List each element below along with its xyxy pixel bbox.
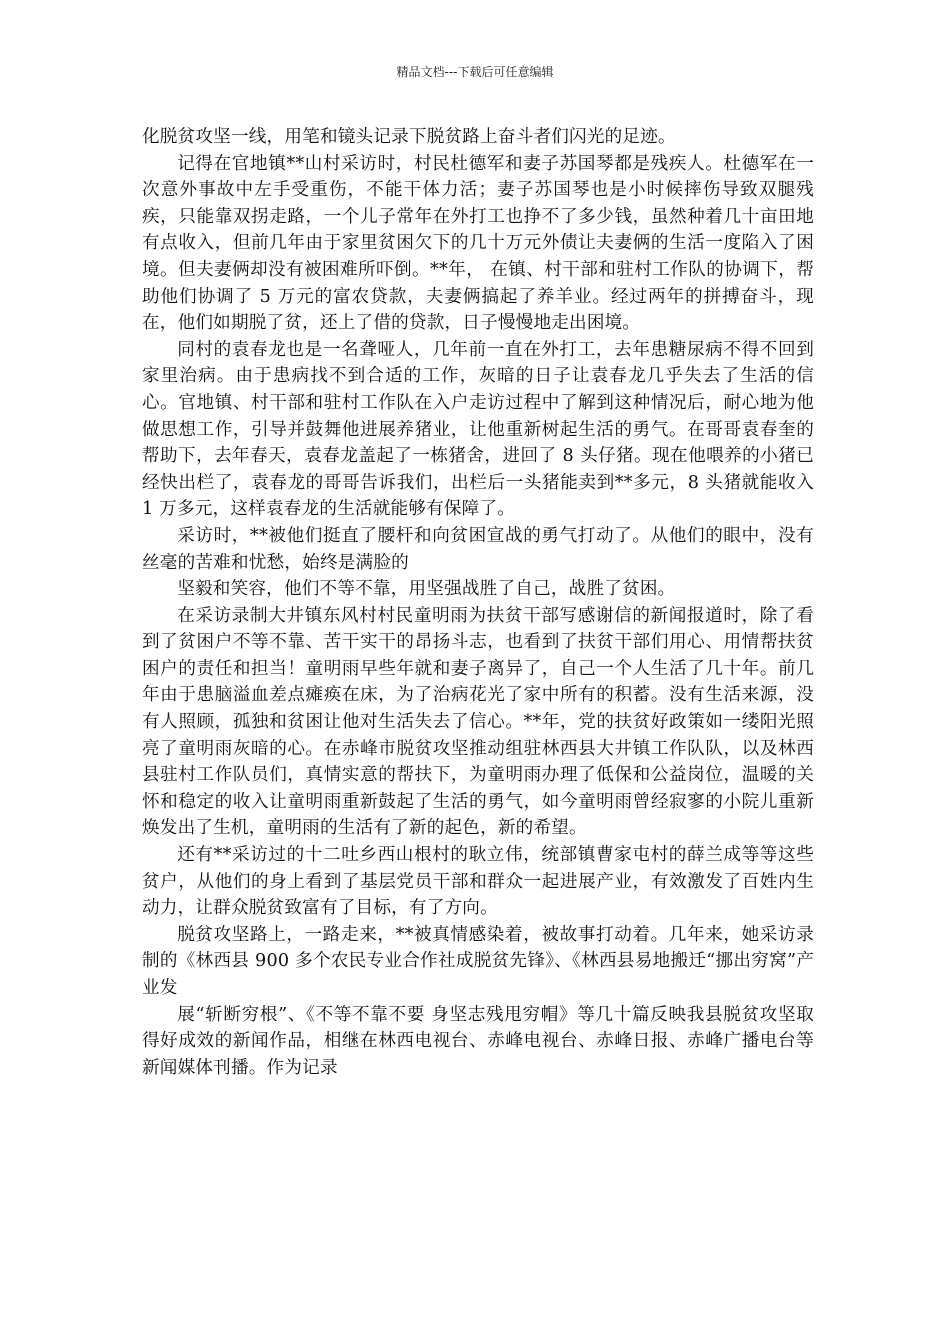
paragraph: 还有**采访过的十二吐乡西山根村的耿立伟，统部镇曹家屯村的薛兰成等等这些贫户，从他们的身上看到了基层党员干部和群众一起进展产业，有效激发了百姓内生动力，让群众脱贫致富有了目标，有了方向。	[142, 845, 814, 919]
paragraph: 记得在官地镇**山村采访时，村民杜德军和妻子苏国琴都是残疾人。杜德军在一次意外事故中左手受重伤，不能干体力活；妻子苏国琴也是小时候摔伤导致双腿残疾，只能靠双拐走路，一个儿子常年在外打工也挣不了多少钱，虽然种着几十亩田地有点收入，但前几年由于家里贫困欠下的几十万元外债让夫妻俩的生活一度陷入了困境。但夫妻俩却没有被困难所吓倒。**年， 在镇、村干部和驻村工作队的协调下，帮助他们协调了 5 万元的富农贷款，夫妻俩搞起了养羊业。经过两年的拼搏奋斗，现在，他们如期脱了贫，还上了借的贷款，日子慢慢地走出困境。	[142, 153, 814, 334]
paragraph: 化脱贫攻坚一线，用笔和镜头记录下脱贫路上奋斗者们闪光的足迹。	[142, 127, 676, 147]
paragraph: 在采访录制大井镇东风村村民童明雨为扶贫干部写感谢信的新闻报道时，除了看到了贫困户不等不靠、苦干实干的昂扬斗志，也看到了扶贫干部们用心、用情帮扶贫困户的责任和担当！童明雨早些年就和妻子离异了，自己一个人生活了几十年。前几年由于患脑溢血差点瘫痪在床，为了治病花光了家中所有的积蓄。没有生活来源，没有人照顾，孤独和贫困让他对生活失去了信心。**年，党的扶贫好政策如一缕阳光照亮了童明雨灰暗的心。在赤峰市脱贫攻坚推动组驻林西县大井镇工作队队，以及林西县驻村工作队员们，真情实意的帮扶下，为童明雨办理了低保和公益岗位，温暖的关怀和稳定的收入让童明雨重新鼓起了生活的勇气，如今童明雨曾经寂寥的小院儿重新焕发出了生机，童明雨的生活有了新的起色，新的希望。	[142, 605, 814, 839]
paragraph: 展“斩断穷根”、《不等不靠不要 身坚志残甩穷帽》等几十篇反映我县脱贫攻坚取得好成效的新闻作品，相继在林西电视台、赤峰电视台、赤峰日报、赤峰广播电台等新闻媒体刊播。作为记录	[142, 1004, 814, 1078]
page-header: 精品文档---下载后可任意编辑	[396, 65, 554, 79]
paragraph: 采访时，**被他们挺直了腰杆和向贫困宣战的勇气打动了。从他们的眼中，没有丝毫的苦难和忧愁，始终是满脸的	[142, 525, 814, 573]
paragraph: 脱贫攻坚路上，一路走来，**被真情感染着，被故事打动着。几年来，她采访录制的《林西县 900 多个农民专业合作社成脱贫先锋》、《林西县易地搬迁“挪出穷窝”产业发	[142, 924, 814, 998]
paragraph: 坚毅和笑容，他们不等不靠，用坚强战胜了自己，战胜了贫困。	[177, 579, 676, 600]
paragraph: 同村的袁春龙也是一名聋哑人，几年前一直在外打工，去年患糖尿病不得不回到家里治病。由于患病找不到合适的工作，灰暗的日子让袁春龙几乎失去了生活的信心。官地镇、村干部和驻村工作队在入户走访过程中了解到这种情况后，耐心地为他做思想工作，引导并鼓舞他进展养猪业，让他重新树起生活的勇气。在哥哥袁春奎的帮助下，去年春天，袁春龙盖起了一栋猪舍，进回了 8 头仔猪。现在他喂养的小猪已经快出栏了，袁春龙的哥哥告诉我们，出栏后一头猪能卖到**多元，8 头猪就能收入 1 万多元，这样袁春龙的生活就能够有保障了。	[142, 339, 814, 520]
document-body	[142, 124, 814, 1081]
